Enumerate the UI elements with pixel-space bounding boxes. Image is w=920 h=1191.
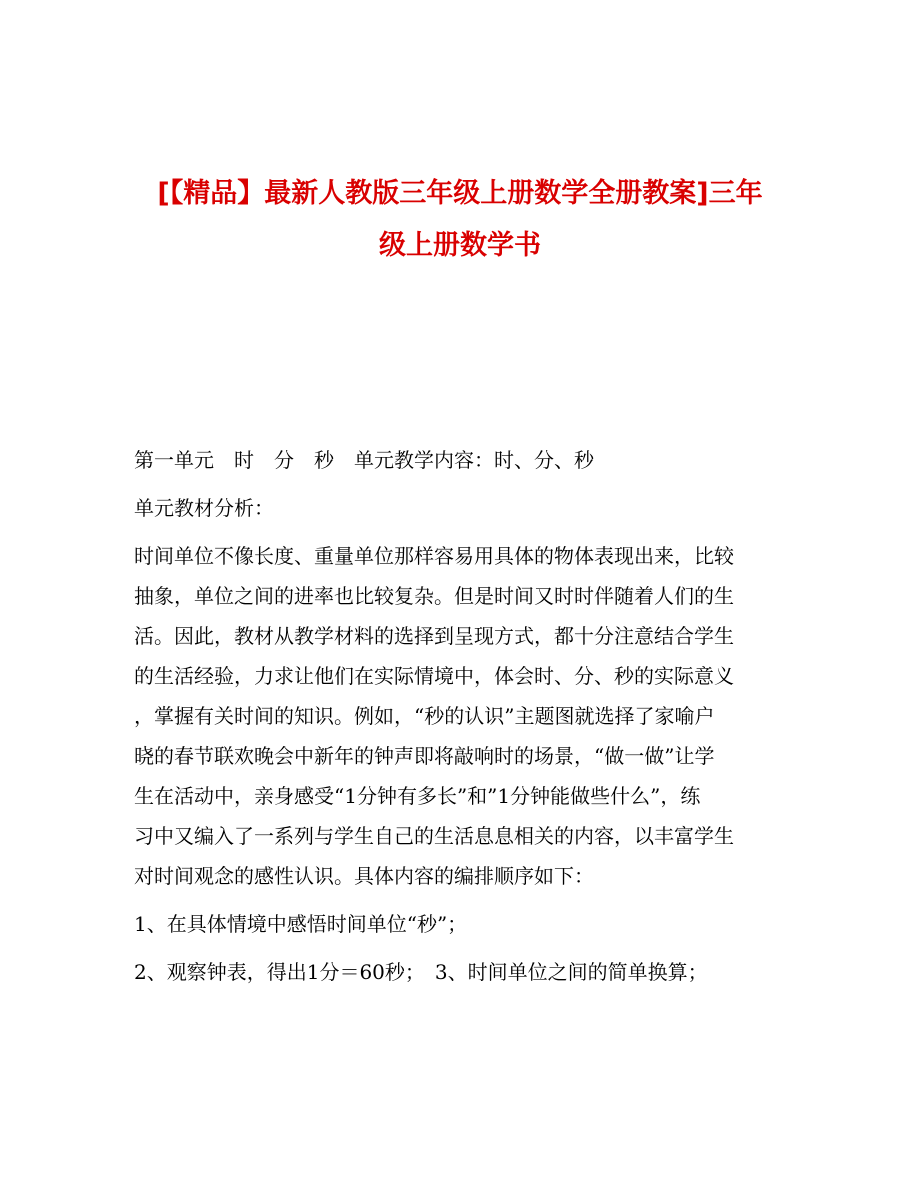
paragraph-line: 习中又编入了一系列与学生自己的生活息息相关的内容，以丰富学生 <box>134 824 734 848</box>
paragraph-line: 对时间观念的感性认识。具体内容的编排顺序如下： <box>134 864 594 888</box>
document-body <box>134 440 774 992</box>
list-item: 1、在具体情境中感悟时间单位“秒”； <box>134 912 468 936</box>
paragraph-line: 抽象，单位之间的进率也比较复杂。但是时间又时时伴随着人们的生 <box>134 584 734 608</box>
paragraph-line: 活。因此，教材从教学材料的选择到呈现方式，都十分注意结合学生 <box>134 624 734 648</box>
paragraph-line: ，掌握有关时间的知识。例如，“秒的认识”主题图就选择了家喻户 <box>134 704 715 728</box>
paragraph-line: 时间单位不像长度、重量单位那样容易用具体的物体表现出来，比较 <box>134 544 734 568</box>
paragraph-line: 晓的春节联欢晚会中新年的钟声即将敲响时的场景，“做一做”让学 <box>134 744 715 768</box>
title-line-2: 级上册数学书 <box>379 230 541 261</box>
paragraph-line: 生在活动中，亲身感受“1分钟有多长”和”1分钟能做些什么”，练 <box>134 784 701 808</box>
title-line-1: [【精品】最新人教版三年级上册数学全册教案]三年 <box>157 178 763 209</box>
list-item: 2、观察钟表，得出1分＝60秒； 3、时间单位之间的简单换算； <box>134 960 708 984</box>
unit-heading: 第一单元 时 分 秒 单元教学内容：时、分、秒 <box>134 448 594 472</box>
document-title <box>130 168 790 272</box>
section-heading: 单元教材分析： <box>134 496 274 520</box>
paragraph-line: 的生活经验，力求让他们在实际情境中，体会时、分、秒的实际意义 <box>134 664 734 688</box>
